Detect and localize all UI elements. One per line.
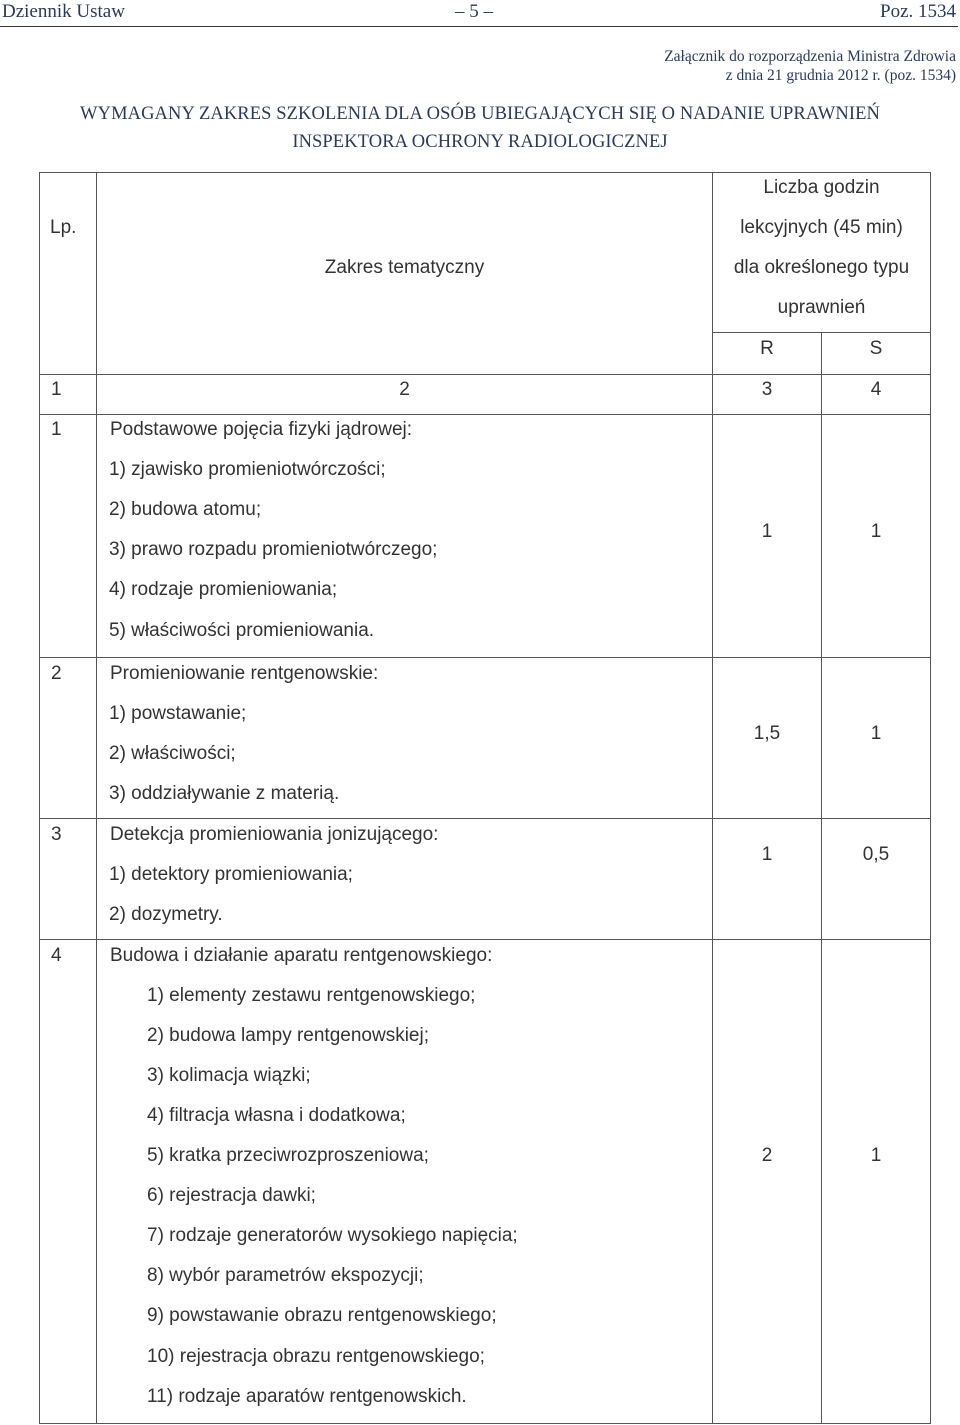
journal-name: Dziennik Ustaw <box>2 1 125 22</box>
rs-column-line <box>821 332 822 1424</box>
row-4-item: 11) rodzaje aparatów rentgenowskich. <box>147 1386 467 1407</box>
column-number-1: 1 <box>51 379 62 400</box>
row-4-item: 4) filtracja własna i dodatkowa; <box>147 1105 406 1126</box>
row-2-item: 3) oddziaływanie z materią. <box>109 783 340 804</box>
column-number-3: 3 <box>761 379 773 400</box>
hours-column-line <box>712 172 713 1424</box>
row-1-lp: 1 <box>51 419 62 440</box>
annex-line-2: z dnia 21 grudnia 2012 r. (poz. 1534) <box>725 67 956 84</box>
header-r: R <box>760 338 774 359</box>
row-4-hours-s: 1 <box>870 1145 882 1166</box>
table-border-left <box>39 172 40 1424</box>
row-3-bottom-line <box>39 939 931 940</box>
title-line-1: WYMAGANY ZAKRES SZKOLENIA DLA OSÓB UBIEGAJĄCYCH SIĘ O NADANIE UPRAWNIEŃ <box>80 104 880 124</box>
header-hours-line-3: dla określonego typu <box>733 257 910 278</box>
column-number-2: 2 <box>399 379 410 400</box>
row-2-item: 1) powstawanie; <box>109 703 247 724</box>
table-border-bottom <box>39 1423 931 1424</box>
header-hours-line-1: Liczba godzin <box>763 177 880 198</box>
row-4-item: 8) wybór parametrów ekspozycji; <box>147 1265 424 1286</box>
lp-column-line <box>96 172 97 1424</box>
document-title <box>0 100 960 156</box>
row-3-hours-r: 1 <box>761 844 773 865</box>
header-topic: Zakres tematyczny <box>324 257 485 278</box>
table-border-top <box>39 172 931 173</box>
row-3-hours-s: 0,5 <box>862 844 890 865</box>
table-border-right <box>930 172 931 1424</box>
row-1-item: 4) rodzaje promieniowania; <box>109 579 338 600</box>
row-1-item: 5) właściwości promieniowania. <box>109 620 375 641</box>
row-3-item: 2) dozymetry. <box>109 904 223 925</box>
title-line-2: INSPEKTORA OCHRONY RADIOLOGICZNEJ <box>292 132 668 152</box>
numbers-row-line <box>39 414 931 415</box>
row-3-title: Detekcja promieniowania jonizującego: <box>110 824 439 845</box>
row-1-hours-s: 1 <box>870 521 882 542</box>
row-4-item: 9) powstawanie obrazu rentgenowskiego; <box>147 1305 497 1326</box>
row-1-bottom-line <box>39 657 931 658</box>
column-number-4: 4 <box>870 379 882 400</box>
row-1-hours-r: 1 <box>761 521 773 542</box>
row-2-hours-r: 1,5 <box>753 723 781 744</box>
row-1-item: 2) budowa atomu; <box>109 499 262 520</box>
row-1-item: 1) zjawisko promieniotwórczości; <box>109 459 386 480</box>
row-1-title: Podstawowe pojęcia fizyki jądrowej: <box>110 419 413 440</box>
row-3-lp: 3 <box>51 824 62 845</box>
row-4-hours-r: 2 <box>761 1145 773 1166</box>
header-lp: Lp. <box>50 217 77 238</box>
row-4-item: 1) elementy zestawu rentgenowskiego; <box>147 985 476 1006</box>
row-4-item: 6) rejestracja dawki; <box>147 1185 316 1206</box>
row-4-title: Budowa i działanie aparatu rentgenowskiego: <box>110 945 493 966</box>
row-4-item: 3) kolimacja wiązki; <box>147 1065 311 1086</box>
training-scope-table <box>39 172 931 1424</box>
header-bottom-line <box>39 374 931 375</box>
position-number: Poz. 1534 <box>880 1 956 22</box>
row-4-lp: 4 <box>51 945 62 966</box>
row-2-hours-s: 1 <box>870 723 882 744</box>
running-header <box>0 0 960 24</box>
row-3-item: 1) detektory promieniowania; <box>109 864 353 885</box>
row-4-item: 5) kratka przeciwrozproszeniowa; <box>147 1145 429 1166</box>
row-2-lp: 2 <box>51 663 62 684</box>
row-2-item: 2) właściwości; <box>109 743 236 764</box>
header-divider <box>0 26 958 27</box>
row-2-title: Promieniowanie rentgenowskie: <box>110 663 379 684</box>
row-4-item: 10) rejestracja obrazu rentgenowskiego; <box>147 1346 485 1367</box>
header-hours-line-4: uprawnień <box>777 297 866 318</box>
row-1-item: 3) prawo rozpadu promieniotwórczego; <box>109 539 438 560</box>
page-number: – 5 – <box>455 1 493 22</box>
row-4-item: 7) rodzaje generatorów wysokiego napięcia; <box>147 1225 518 1246</box>
row-2-bottom-line <box>39 818 931 819</box>
row-4-item: 2) budowa lampy rentgenowskiej; <box>147 1025 429 1046</box>
header-s: S <box>869 338 883 359</box>
annex-line-1: Załącznik do rozporządzenia Ministra Zdrowia <box>664 48 956 65</box>
annex-note <box>664 47 956 85</box>
header-hours-line-2: lekcyjnych (45 min) <box>740 217 903 238</box>
